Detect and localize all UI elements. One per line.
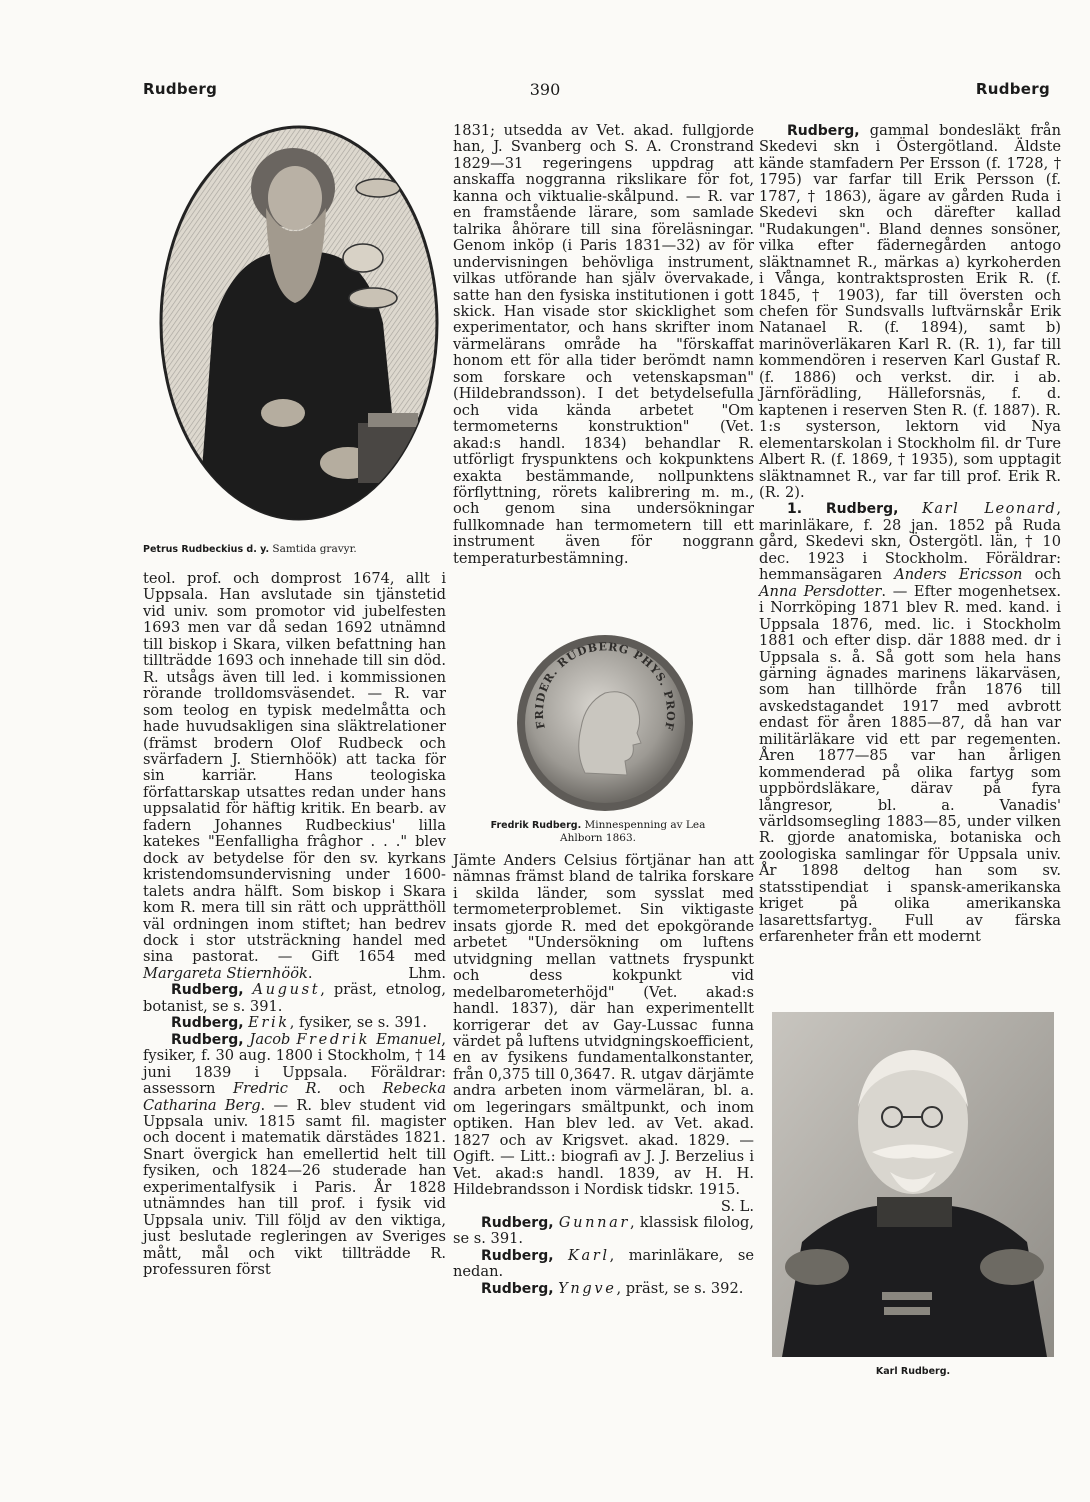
rudbeckius-caption [143, 543, 450, 556]
entry-name: Fredrik [296, 1030, 371, 1048]
entry-text: . — R. blev student vid Uppsala univ. 1815 samt fil. magister och docent i matematik därstädes 1821. Snart övergick han emellertid helt till fysiken, och 1824—26 studerade han experimentalfysik i Paris. År 1828 utnämndes han till prof. i fysik vid Uppsala univ. Till följd av den viktiga, just beslutade regleringen av Sveriges mått, mål och vikt tillträdde R. professuren först [143, 1096, 446, 1279]
entry-text: , klassisk filolog, se s. 391. [453, 1213, 754, 1248]
column-2 [453, 123, 754, 567]
rudberg-medal [515, 633, 695, 813]
signature: S. L. [720, 1197, 754, 1215]
entry-keyword: Rudberg, [481, 1214, 554, 1231]
caption-text: Minnespenning av Lea Ahlborn 1863. [560, 819, 706, 844]
column-3 [759, 123, 1061, 946]
caption-text: Samtida gravyr. [269, 543, 357, 555]
entry-keyword: Rudberg, [481, 1247, 554, 1264]
entry-name: Karl [567, 1246, 610, 1264]
rudbeckius-engraving [158, 123, 440, 523]
column-1 [143, 571, 446, 1278]
entry-text: . — Efter mogenhetsex. i Norrköping 1871 blev R. med. kand. i Uppsala 1876, med. lic. i Stockholm 1881 och efter disp. där 1888 med. dr i Uppsala s. å. Så gott som hela hans gärning ägnades marinens läkarväsen, som han tillhörde från 1876 till avskedstagandet 1917 med avbrott endast för åren 1885—87, då han var militärläkare vid ett par regementen. Åren 1877—85 var han årligen kommenderad på olika fartyg som uppbördsläkare, därav på fyra långresor, bl. a. Vanadis' världsomsegling 1883—85, under vilken R. gjorde anatomiska, botaniska och zoologiska samlingar för Uppsala univ. År 1898 deltog han som sv. statsstipendiat i spansk-amerikanska kriget på olika amerikanska lasarettsfartyg. Full av färska erfarenheter från ett modernt [759, 582, 1061, 946]
entry-name: Emanuel [376, 1030, 442, 1048]
running-head-right: Rudberg [975, 80, 1050, 98]
mother-name: Anna Persdotter [759, 582, 882, 600]
mother-name: Rebecka Catharina Berg [143, 1080, 446, 1114]
medal-caption [468, 819, 728, 845]
running-head-left: Rudberg [143, 80, 218, 98]
photo-illustration [772, 1012, 1054, 1357]
entry-text: , fysiker, f. 30 aug. 1800 i Stockholm, † 14 juni 1839 i Uppsala. Föräldrar: assessorn [143, 1030, 447, 1098]
caption-name: Karl Rudberg. [875, 1366, 951, 1377]
wife-name: Margareta Stiernhöök [143, 964, 308, 982]
paragraph: Jämte Anders Celsius förtjänar han att nämnas främst bland de talrika forskare i skilda länder, som sysslat med termometerproblemet. Sin viktigaste insats gjorde R. med det epokgörande arbetet "Undersökning om luftens utvidgning mellan vattnets fryspunkt och dess kokpunkt vid medelbarometerhöjd" (Vet. akad:s handl. 1837), där han experimentellt korrigerar det av Gay-Lussac funna värdet på luftens utvidgningskoefficient, en av fysikens fundamentalkonstanter, från 0,375 till 0,3647. R. utgav därjämte andra arbeten inom värmeläran, bl. a. om legeringars smältpunkt, och inom optiken. Han blev led. av Vet. akad. 1827 och av Krigsvet. akad. 1829. — Ogift. — Litt.: biografi av J. J. Berzelius i Vet. akad:s handl. 1839, av H. H. Hildebrandsson i Nordisk tidskr. 1915. [453, 852, 754, 1199]
entry-name: Gunnar [558, 1213, 630, 1231]
entry-name: Jacob [249, 1030, 291, 1048]
entry-keyword: Rudberg, [787, 123, 860, 139]
caption-name: Fredrik Rudberg. [490, 820, 582, 831]
entry-text: , marinläkare, se nedan. [453, 1246, 754, 1281]
caption-name: Petrus Rudbeckius d. y. [143, 544, 270, 555]
conj: och [321, 1080, 383, 1098]
paragraph: 1831; utsedda av Vet. akad. fullgjorde han, J. Svanberg och S. A. Cronstrand 1829—31 regeringens uppdrag att anskaffa noggranna rikslikare för fot, kanna och viktualie-skålpund. — R. var en framstående lärare, som samlade talrika åhörare till sina föreläsningar. Genom inköp (i Paris 1831—32) av för undervisningen behövliga instrument, vilkas utförande han själv övervakade, satte han den fysiska institutionen i gott skick. Han visade stor skicklighet som experimentator, och hans skrifter inom värmelärans område ha "förskaffat honom ett för alla tider berömdt namn som forskare och vetenskapsman" (Hildebrandsson). I det betydelsefulla och vida kända arbetet "Om termometerns konstruktion" (Vet. akad:s handl. 1834) behandlar R. utförligt fryspunktens och kokpunktens exakta bestämmande, nollpunktens förflyttning, rörets kalibrering m. m., och genom sina undersökningar fullkomnade han termometern till ett instrument även för noggrann temperaturbestämning. [453, 122, 754, 567]
conj: och [1022, 566, 1061, 584]
page-number: 390 [529, 80, 561, 99]
entry-keyword: Rudberg, [481, 1280, 554, 1297]
entry-name: Karl Leonard [922, 500, 1057, 518]
entry-keyword: 1. Rudberg, [787, 501, 899, 518]
column-2-lower [453, 853, 754, 1297]
entry-text: , fysiker, se s. 391. [289, 1014, 427, 1032]
karl-caption [772, 1365, 1054, 1378]
karl-rudberg-photo [772, 1012, 1054, 1357]
entry-text: , präst, se s. 392. [616, 1279, 744, 1297]
entry-text: , marinläkare, f. 28 jan. 1852 på Ruda gård, Skedevi skn, Östergötl. län, † 10 dec. 1923 i Stockholm. Föräldrar: hemmansägaren [759, 500, 1062, 584]
punct: . [307, 964, 313, 982]
entry-name: August [252, 981, 321, 999]
entry-keyword: Rudberg, [171, 1015, 244, 1032]
entry-name: Erik [248, 1014, 290, 1032]
entry-name: Yngve [558, 1279, 617, 1297]
father-name: Fredric R. [233, 1080, 322, 1098]
entry-text: gammal bondesläkt från Skedevi skn i Östergötland. Äldste kände stamfadern Per Ersson (f. 1728, † 1795) var farfar till Erik Persson (f. 1787, † 1863), ägare av gården Ruda i Skedevi skn och därefter kallad "Rudakungen". Bland dennes sonsöner, vilka efter fädernegården antogo släktnamnet R., märkas a) kyrkoherden i Vånga, kontraktsprosten Erik R. (f. 1845, † 1903), far till översten och chefen för Sundsvalls luftvärnskår Erik Natanael R. (f. 1894), samt b) marinöverläkaren Karl R. (R. 1), far till kommendören i reserven Karl Gustaf R. (f. 1886) och verkst. dir. i ab. Järnförädling, Hälleforsnäs, f. d. kaptenen i reserven Sten R. (f. 1887). R. 1:s systerson, lektorn vid Nya elementarskolan i Stockholm fil. dr Ture Albert R. (f. 1869, † 1935), som upptagit släktnamnet R., var far till prof. Erik R. (R. 2). [759, 122, 1061, 501]
engraving-illustration [158, 123, 440, 523]
signature: Lhm. [408, 964, 446, 982]
entry-keyword: Rudberg, [171, 1031, 244, 1048]
entry-text: , präst, etnolog, botanist, se s. 391. [143, 981, 446, 1015]
father-name: Anders Ericsson [894, 566, 1023, 584]
medal-illustration [515, 633, 695, 813]
paragraph: teol. prof. och domprost 1674, allt i Uppsala. Han avslutade sin tjänstetid vid univ. som promotor vid jubelfesten 1693 men var då sedan 1692 utnämnd till biskop i Skara, vilken befattning han tillträdde 1693 och innehade till sin död. R. utsågs även till led. i kommissionen rörande trolldomsväsendet. — R. var som teolog en typisk medelmåtta och hade huvudsakligen sina släktrelationer (främst brodern Olof Rudbeck och svärfadern J. Stiernhöök) att tacka för sin karriär. Hans teologiska författarskap utsattes redan under hans uppsalatid för häftig kritik. En bearb. av fadern Johannes Rudbeckius' lilla katekes "Eenfalligha frâghor . . ." blev dock av betydelse för den sv. kyrkans kristendomsundervisning under 1600-talets andra hälft. Som biskop i Skara kom R. mera till sin rätt och upprätthöll väl ordningen inom stiftet; han bedrev dock i stor utsträckning handel med sina pastorat. — Gift 1654 med [143, 570, 446, 966]
entry-keyword: Rudberg, [171, 982, 244, 999]
medal-inscription: FRIDER. RUDBERG PHYS. PROF [532, 640, 678, 732]
